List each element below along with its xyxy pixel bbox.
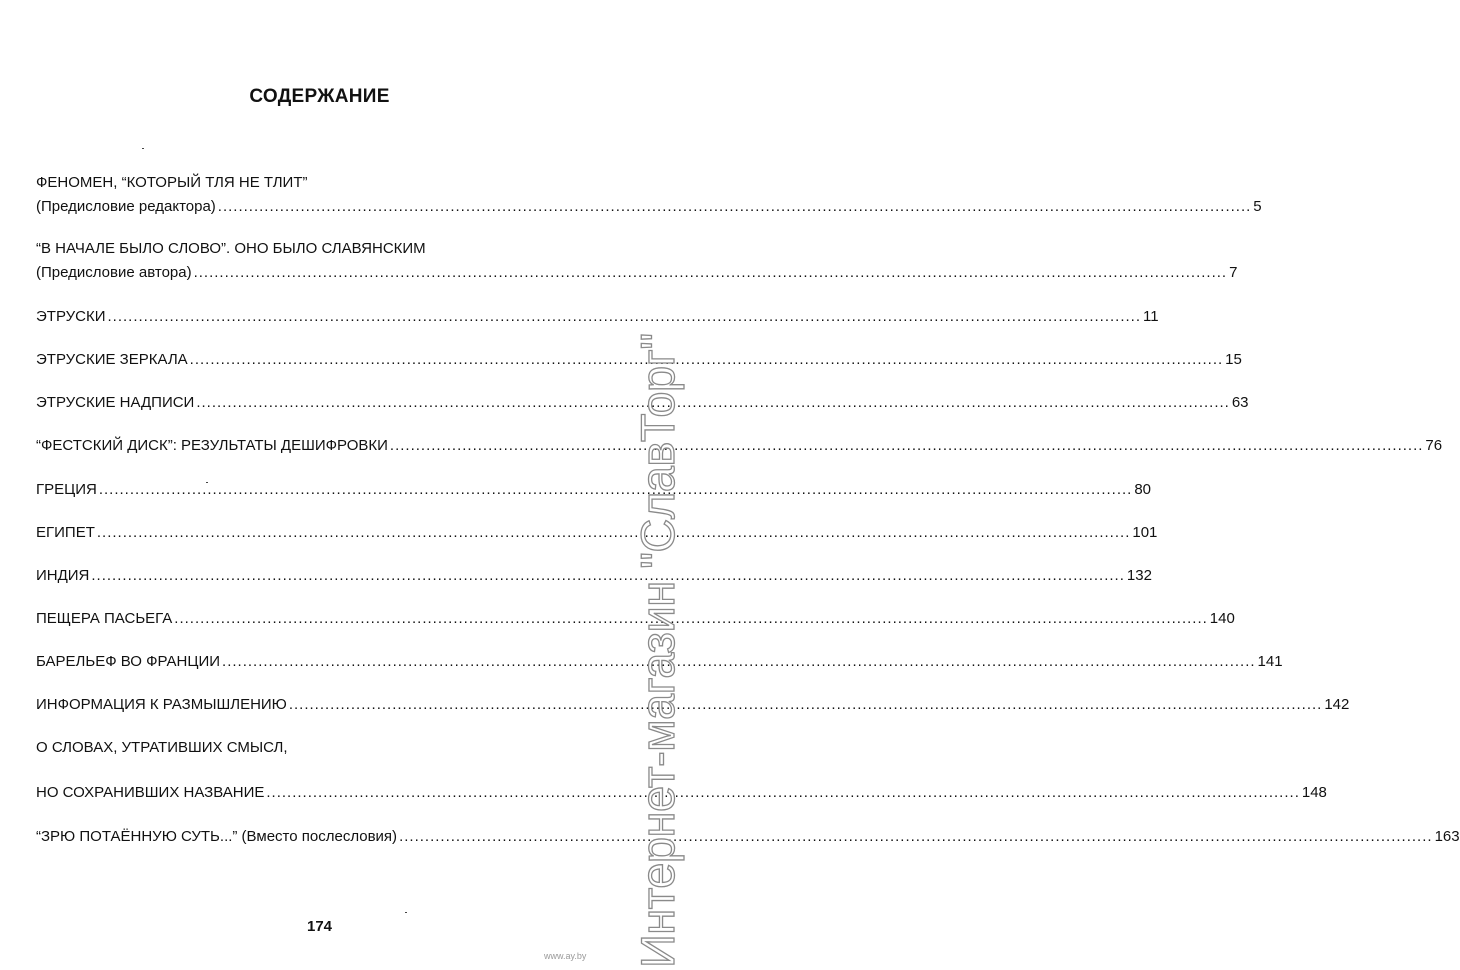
watermark xyxy=(578,300,684,970)
toc-page-number: 80 xyxy=(1134,481,1152,498)
toc-leader-dots xyxy=(174,610,1208,628)
toc-line xyxy=(36,696,1350,714)
toc-leader-dots xyxy=(190,351,1224,369)
toc-page-number: 140 xyxy=(1209,610,1235,627)
toc-page-number: 7 xyxy=(1229,264,1238,281)
toc-line xyxy=(36,653,1283,671)
watermark-url: www.ay.by xyxy=(544,951,587,961)
toc-entry xyxy=(36,174,1262,216)
toc-line xyxy=(36,567,1152,585)
toc-leader-dots xyxy=(390,437,1424,455)
toc-entry-title: ИНФОРМАЦИЯ К РАЗМЫШЛЕНИЮ xyxy=(36,696,287,713)
toc-page-number: 142 xyxy=(1324,696,1350,713)
toc-entry-title: ГРЕЦИЯ xyxy=(36,481,97,498)
toc-entry-title: “В НАЧАЛЕ БЫЛО СЛОВО”. ОНО БЫЛО СЛАВЯНСКИМ xyxy=(36,240,426,257)
toc-line xyxy=(36,394,1249,412)
toc-entry-title: БАРЕЛЬЕФ ВО ФРАНЦИИ xyxy=(36,653,221,670)
toc-entry-title: О СЛОВАХ, УТРАТИВШИХ СМЫСЛ, xyxy=(36,739,288,756)
toc-leader-dots xyxy=(222,653,1256,671)
toc-entry xyxy=(36,653,1283,671)
toc-page-number: 15 xyxy=(1225,351,1242,368)
toc-entry xyxy=(36,351,1242,369)
scan-speck xyxy=(206,482,208,483)
toc-line xyxy=(36,308,1159,326)
toc-leader-dots xyxy=(196,394,1230,412)
toc-entry xyxy=(36,610,1235,628)
toc-entry xyxy=(36,481,1152,499)
toc-entry xyxy=(36,567,1152,585)
toc-line xyxy=(36,174,563,192)
toc-entry xyxy=(36,828,1460,846)
toc-entry xyxy=(36,308,1159,326)
toc-line xyxy=(36,610,1235,628)
toc-leader-dots xyxy=(289,696,1323,714)
toc-entry-title: ФЕНОМЕН, “КОТОРЫЙ ТЛЯ НЕ ТЛИТ” xyxy=(36,174,308,191)
toc-line xyxy=(36,524,1158,542)
toc-entry-title: ЭТРУСКИ xyxy=(36,308,106,325)
toc-line xyxy=(36,240,563,258)
toc-line xyxy=(36,351,1242,369)
toc-leader-dots xyxy=(218,198,1252,216)
toc-entry-title: (Предисловие редактора) xyxy=(36,198,216,215)
toc-entry xyxy=(36,437,1443,455)
page-number: 174 xyxy=(306,918,333,935)
toc-line xyxy=(36,828,1460,846)
toc-line xyxy=(36,264,1238,282)
toc-leader-dots xyxy=(399,828,1433,846)
toc-page-number: 132 xyxy=(1126,567,1152,584)
toc-line xyxy=(36,481,1152,499)
toc-line xyxy=(36,437,1443,455)
toc-entry-title: ЭТРУСКИЕ НАДПИСИ xyxy=(36,394,195,411)
toc-entry xyxy=(36,739,563,757)
toc-page-number: 5 xyxy=(1253,198,1262,215)
page-title: СОДЕРЖАНИЕ xyxy=(249,86,390,107)
toc-page-number: 11 xyxy=(1143,308,1159,325)
toc-entry xyxy=(36,696,1350,714)
toc-entry xyxy=(36,240,1238,282)
toc-entry-title: ПЕЩЕРА ПАСЬЕГА xyxy=(36,610,173,627)
toc-page-number: 148 xyxy=(1301,784,1327,801)
toc-entry-title: “ЗРЮ ПОТАЁННУЮ СУТЬ...” (Вместо послесловия) xyxy=(36,828,398,845)
toc-page-number: 76 xyxy=(1425,437,1443,454)
watermark-text: Интернет-магазин "СлавТорг" xyxy=(631,333,684,968)
toc-page-number: 141 xyxy=(1257,653,1283,670)
toc-entry xyxy=(36,784,1327,802)
toc-line xyxy=(36,739,563,757)
toc-leader-dots xyxy=(194,264,1228,282)
toc-entry xyxy=(36,394,1249,412)
toc-entry-title: “ФЕСТСКИЙ ДИСК”: РЕЗУЛЬТАТЫ ДЕШИФРОВКИ xyxy=(36,437,388,454)
toc-entry-title: (Предисловие автора) xyxy=(36,264,192,281)
toc-entry-title: ЭТРУСКИЕ ЗЕРКАЛА xyxy=(36,351,188,368)
toc-entry-title: ИНДИЯ xyxy=(36,567,90,584)
scan-speck xyxy=(405,912,407,913)
toc-line xyxy=(36,198,1262,216)
toc-page-number: 163 xyxy=(1434,828,1460,845)
toc-leader-dots xyxy=(266,784,1300,802)
scan-speck xyxy=(142,148,144,149)
toc-entry xyxy=(36,524,1158,542)
toc-entry-title: НО СОХРАНИВШИХ НАЗВАНИЕ xyxy=(36,784,265,801)
toc-page-number: 63 xyxy=(1231,394,1249,411)
toc-page-number: 101 xyxy=(1132,524,1158,541)
toc-line xyxy=(36,784,1327,802)
toc-entry-title: ЕГИПЕТ xyxy=(36,524,95,541)
